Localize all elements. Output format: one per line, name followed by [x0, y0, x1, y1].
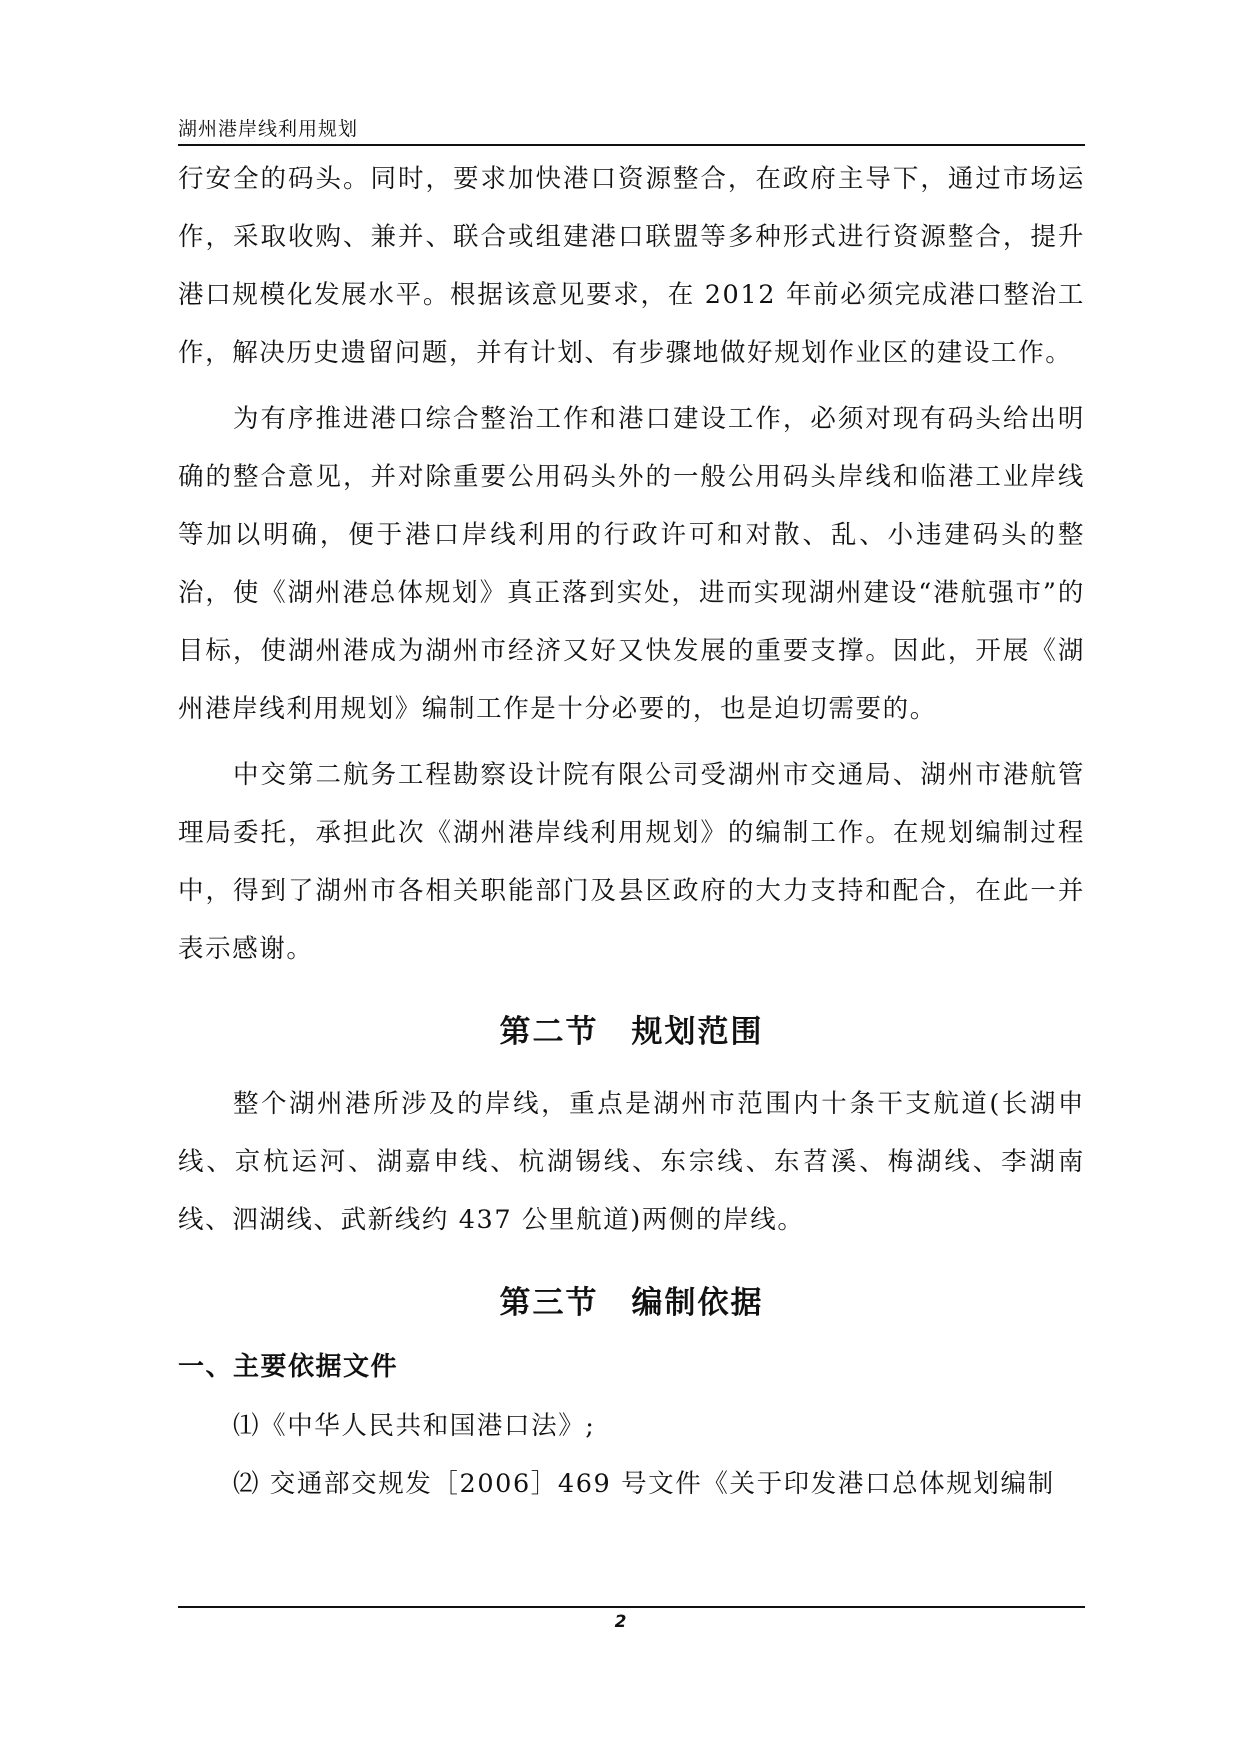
- paragraph-acknowledgement: 中交第二航务工程勘察设计院有限公司受湖州市交通局、湖州市港航管理局委托，承担此次《湖州港岸线利用规划》的编制工作。在规划编制过程中，得到了湖州市各相关职能部门及县区政府的大力支持和配合，在此一并表示感谢。: [178, 760, 1085, 964]
- header-rule: [178, 144, 1085, 146]
- basis-list-item: ⑴《中华人民共和国港口法》;: [233, 1411, 596, 1441]
- basis-list-item: ⑵ 交通部交规发［2006］469 号文件《关于印发港口总体规划编制: [233, 1469, 1055, 1499]
- subheading-basis-documents: 一、主要依据文件: [178, 1352, 399, 1382]
- page-body: [178, 150, 1085, 1513]
- section-heading-scope: 第二节 规划范围: [499, 1014, 764, 1050]
- paragraph-necessity: 为有序推进港口综合整治工作和港口建设工作，必须对现有码头给出明确的整合意见，并对除重要公用码头外的一般公用码头岸线和临港工业岸线等加以明确，便于港口岸线利用的行政许可和对散、乱、小违建码头的整治，使《湖州港总体规划》真正落到实处，进而实现湖州建设“港航强市”的目标，使湖州港成为湖州市经济又好又快发展的重要支撑。因此，开展《湖州港岸线利用规划》编制工作是十分必要的，也是迫切需要的。: [178, 404, 1085, 724]
- paragraph-scope: 整个湖州港所涉及的岸线，重点是湖州市范围内十条干支航道(长湖申线、京杭运河、湖嘉申线、杭湖锡线、东宗线、东苕溪、梅湖线、李湖南线、泗湖线、武新线约 437 公里航道)两侧的岸线。: [178, 1089, 1085, 1235]
- page-number: 2: [614, 1612, 627, 1632]
- footer-rule: [178, 1606, 1085, 1608]
- section-heading-basis: 第三节 编制依据: [499, 1285, 764, 1321]
- running-header-title: 湖州港岸线利用规划: [178, 118, 359, 140]
- paragraph-continuation: 行安全的码头。同时，要求加快港口资源整合，在政府主导下，通过市场运作，采取收购、兼并、联合或组建港口联盟等多种形式进行资源整合，提升港口规模化发展水平。根据该意见要求，在 2012 年前必须完成港口整治工作，解决历史遗留问题，并有计划、有步骤地做好规划作业区的建设工作。: [178, 164, 1085, 368]
